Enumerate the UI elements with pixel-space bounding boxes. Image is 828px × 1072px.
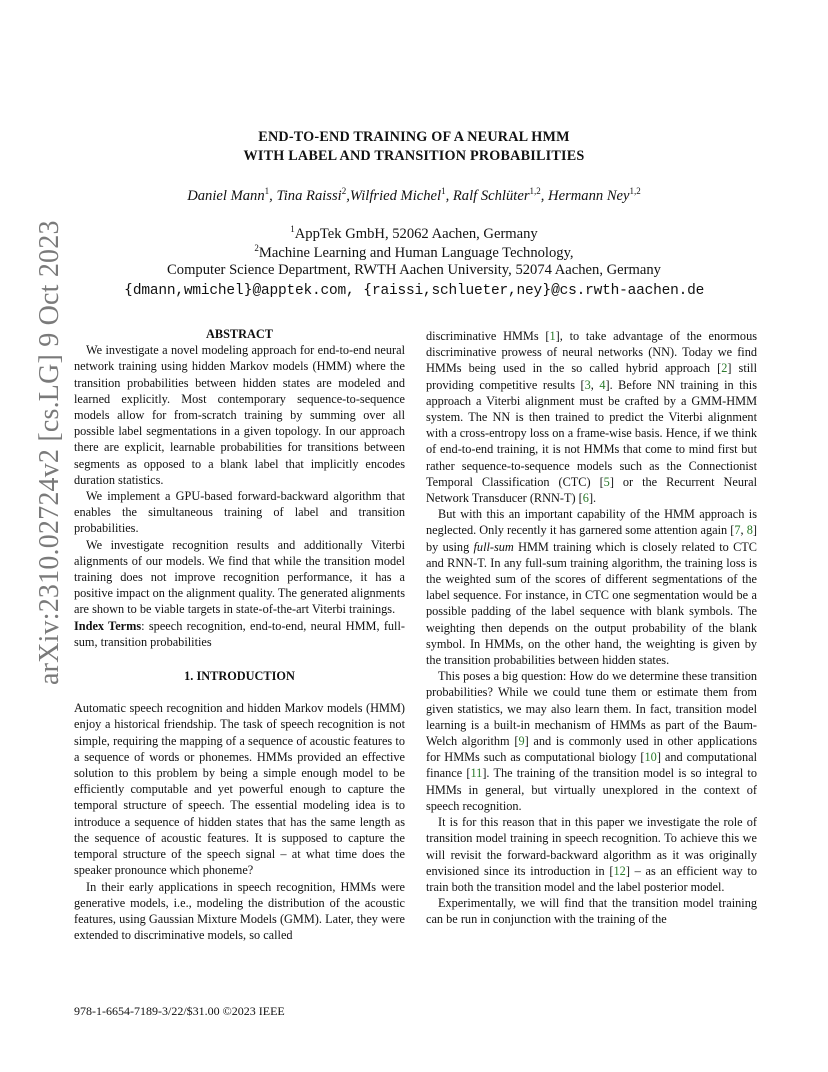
text-run: discriminative HMMs xyxy=(426,329,546,343)
index-terms xyxy=(74,618,405,650)
section-heading-introduction: 1. INTRODUCTION xyxy=(184,669,295,684)
affiliation-text: Machine Learning and Human Language Technology, xyxy=(258,245,574,261)
text-run: by using xyxy=(426,539,474,554)
author-affiliation-mark: 1 xyxy=(441,186,446,196)
intro-paragraph xyxy=(426,814,757,895)
affiliation-mark: 1 xyxy=(290,224,295,234)
citation-link[interactable]: [1] xyxy=(545,329,560,343)
author-separator: , xyxy=(540,188,549,204)
citation-link[interactable]: [7, 8] xyxy=(730,523,757,538)
copyright-footer: 978-1-6654-7189-3/22/$31.00 ©2023 IEEE xyxy=(74,1004,285,1018)
text-run: This poses a big question: How do we determine these transition probabilities? While we could tune them or estimate them from given statistics, we may also learn them. In fact, transition model learning is a built-in mechanism of HMMs as part of the Baum-Welch algorithm xyxy=(426,669,757,749)
author-emails xyxy=(0,282,828,299)
email-names: raissi,schlueter,ney xyxy=(372,283,543,299)
citation-link[interactable]: [6] xyxy=(578,491,594,506)
author-affiliation-mark: 1,2 xyxy=(629,186,641,196)
text-run: But with this an important capability of the HMM approach is neglected. Only recently it has garnered some attention again xyxy=(426,507,757,538)
abstract-heading: ABSTRACT xyxy=(206,327,273,341)
index-terms-text: : speech recognition, end-to-end, neural HMM, full-sum, transition probabilities xyxy=(74,618,405,649)
citation-link[interactable]: [2] xyxy=(717,361,732,376)
text-run: HMM training which is closely related to CTC and RNN-T. In any full-sum training algorithm, the training loss is the weighted sum of the scores of different segmentations of the label sequence. For instance, in CTC one segmentation would be a possible padding of the label sequence with blank symbols. The weighting then depends on the output probability of the blank symbol. In HMMs, on the other hand, the weighting is given by the transition probabilities between hidden states. xyxy=(426,539,758,668)
citation-link[interactable]: [10] xyxy=(640,750,661,765)
citation-link[interactable]: [3, 4] xyxy=(580,377,610,392)
text-run: and is commonly used in other applications for HMMs such as computational biology xyxy=(426,734,757,765)
citation-link[interactable]: [9] xyxy=(514,734,529,749)
citation-link[interactable]: [12] xyxy=(609,863,630,878)
text-run: and computational finance xyxy=(426,750,757,781)
abstract-paragraph: We investigate a novel modeling approach for end-to-end neural network training using hidden Markov models (HMM) where the transition probabilities between hidden states are modeled and learned explicitly. Most contemporary sequence-to-sequence models allow for from-scratch training by summing over all possible label segmentations in a given topology. In our approach there are explicit, learnable probabilities for transitions between segments as opposed to a blank label that implicitly encodes duration statistics. xyxy=(74,343,405,487)
affiliation-2 xyxy=(0,243,828,262)
paper-title-line-1: END-TO-END TRAINING OF A NEURAL HMM xyxy=(258,129,570,145)
text-run: . Before NN training in this approach a Viterbi alignment must be crafted by a GMM-HMM system. The NN is then trained to predict the Viterbi alignment with a cross-entropy loss on a frame-wise basis. Hence, if we think of end-to-end training, it is not HMMs that come to mind first but rather sequence-to-sequence models such as the Connectionist Temporal Classification (CTC) xyxy=(426,377,757,489)
affiliation-3 xyxy=(0,262,828,279)
author-name: Ralf Schlüter xyxy=(452,188,530,204)
text-run: , to take advantage of the enormous discriminative prowess of neural networks (NN). Today we find HMMs being used in the so called hybrid approach xyxy=(426,329,758,376)
abstract-paragraph: We investigate recognition results and additionally Viterbi alignments of our models. We find that while the transition model training does not improve recognition performance, it has a positive impact on the alignment quality. The generated alignments are shown to be viable targets in state-of-the-art Viterbi trainings. xyxy=(74,537,405,617)
affiliation-mark: 2 xyxy=(254,243,259,253)
citation-link[interactable]: [5] xyxy=(599,474,614,489)
author-list xyxy=(0,186,828,205)
author-separator: , xyxy=(269,188,277,204)
emphasis-text: full-sum xyxy=(473,539,514,554)
email-domain: @cs.rwth-aachen.de xyxy=(551,283,705,299)
left-column xyxy=(74,326,405,943)
author-name: Wilfried Michel xyxy=(349,188,442,204)
affiliation-text: AppTek GmbH, 52062 Aachen, Germany xyxy=(294,226,538,242)
email-brace: } xyxy=(542,282,552,298)
citation-link[interactable]: [11] xyxy=(466,766,487,781)
text-run: or the Recurrent Neural Network Transducer (RNN-T) xyxy=(426,474,757,506)
author-name: Daniel Mann xyxy=(187,188,265,204)
affiliation-1 xyxy=(0,224,828,243)
intro-paragraph: Experimentally, we will find that the transition model training can be run in conjunction with the training of the xyxy=(426,896,757,927)
text-run: . xyxy=(593,491,597,506)
text-run: – as an efficient way to train both the transition model and the label posterior model. xyxy=(426,863,757,894)
intro-paragraph xyxy=(426,668,757,814)
email-brace: { xyxy=(123,282,133,298)
author-separator: , xyxy=(445,188,453,204)
email-domain: @apptek.com, xyxy=(252,283,363,299)
text-run: . The training of the transition model is so integral to HMMs in general, but virtually unexplored in the context of speech recognition. xyxy=(426,766,758,813)
paper-title xyxy=(0,128,828,166)
text-run: It is for this reason that in this paper we investigate the role of transition model training in speech recognition. To achieve this we will revisit the forward-backward algorithm as it was originally envisioned since its introduction in xyxy=(426,815,757,878)
email-brace: { xyxy=(363,282,373,298)
email-brace: } xyxy=(243,282,253,298)
author-separator: , xyxy=(346,188,350,204)
author-affiliation-mark: 1 xyxy=(264,186,270,196)
author-affiliation-mark: 2 xyxy=(341,186,347,196)
intro-paragraph xyxy=(426,328,757,506)
paper-title-line-2: WITH LABEL AND TRANSITION PROBABILITIES xyxy=(243,148,585,164)
intro-paragraph: In their early applications in speech recognition, HMMs were generative models, i.e., modeling the distribution of the acoustic features, using Gaussian Mixture Models (GMM). Later, they were extended to discriminative models, so called xyxy=(74,879,405,943)
email-names: dmann,wmichel xyxy=(132,283,244,299)
intro-paragraph: Automatic speech recognition and hidden Markov models (HMM) enjoy a historical friendship. The task of speech recognition is not simple, requiring the mapping of a sequence of acoustic features to a sequence of words or phonemes. HMMs provided an effective solution to this problem by being a simple enough model to be efficiently computable and yet powerful enough to capture the temporal structure of speech. The essential modeling idea is to introduce a sequence of hidden states that has the same length as the sequence of acoustic features. It is supposed to capture the temporal structure of the speech signal – at what time does the speaker pronounce which phoneme? xyxy=(74,701,405,878)
right-column xyxy=(426,328,757,928)
arxiv-identifier-stamp: arXiv:2310.02724v2 [cs.LG] 9 Oct 2023 xyxy=(34,220,65,685)
author-name: Tina Raissi xyxy=(276,188,342,204)
intro-paragraph xyxy=(426,506,757,668)
affiliation-text: Computer Science Department, RWTH Aachen University, 52074 Aachen, Germany xyxy=(167,262,661,278)
abstract-paragraph: We implement a GPU-based forward-backward algorithm that enables the simultaneous training of label and transition probabilities. xyxy=(74,489,405,536)
index-terms-label: Index Terms xyxy=(74,618,142,633)
author-affiliation-mark: 1,2 xyxy=(529,186,541,196)
text-run: still providing competitive results xyxy=(426,361,757,392)
author-name: Hermann Ney xyxy=(548,188,630,204)
